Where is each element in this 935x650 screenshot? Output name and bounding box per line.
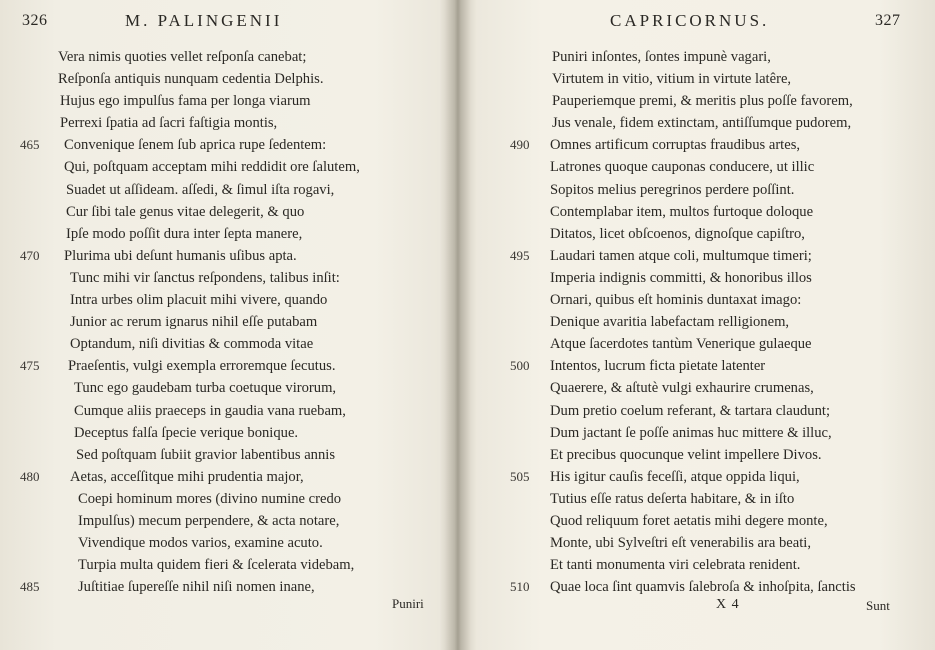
right-page (470, 0, 935, 650)
line-number: 480 (20, 468, 40, 484)
verse-text: Ipſe modo poſſit dura inter ſepta manere, (66, 225, 303, 242)
verse-text: Sed poſtquam ſubiit gravior labentibus annis (76, 446, 336, 463)
verse-text: Impulſus) mecum perpendere, & acta notare, (78, 512, 340, 529)
verse-text: Intentos, lucrum ficta pietate latenter (550, 358, 766, 375)
verse-text: Tunc ego gaudebam turba coetuque virorum, (74, 380, 337, 397)
verse-text: Et tanti monumenta viri celebrata renident. (550, 557, 801, 574)
right-running-head: CAPRICORNUS. (610, 11, 770, 30)
verse-text: Coepi hominum mores (divino numine credo (78, 490, 342, 507)
verse-text: Et precibus quocunque velint impellere Divos. (550, 446, 822, 463)
verse-text: Vera nimis quoties vellet reſponſa canebat; (58, 49, 307, 65)
verse-text: Praeſentis, vulgi exempla erroremque ſecutus. (68, 358, 336, 375)
verse-text: Deceptus falſa ſpecie verique bonique. (74, 424, 299, 441)
verse-text: Ditatos, licet obſcoenos, dignoſque capiſtro, (550, 225, 805, 242)
verse-text: Convenique ſenem ſub aprica rupe ſedentem: (64, 137, 327, 154)
verse-text: Monte, ubi Sylveſtri eſt venerabilis ara beati, (550, 535, 811, 552)
line-number: 495 (510, 247, 530, 263)
verse-text: Quod reliquum foret aetatis mihi degere monte, (550, 512, 828, 529)
left-catchword: Puniri (392, 596, 424, 611)
line-number: 500 (510, 358, 530, 374)
verse-text: Laudari tamen atque coli, multumque timeri; (550, 247, 812, 264)
verse-text: Latrones quoque cauponas conducere, ut illic (550, 159, 815, 176)
verse-text: Plurima ubi deſunt humanis uſibus apta. (64, 247, 297, 264)
right-catchword: Sunt (866, 598, 890, 613)
verse-text: Cur ſibi tale genus vitae delegerit, & quo (66, 203, 305, 220)
verse-text: Atque ſacerdotes tantùm Venerique gulaeque (550, 336, 812, 353)
verse-text: Quae loca ſint quamvis ſalebroſa & inhoſpita, ſanctis (550, 579, 856, 596)
verse-text: Denique avaritia labefactam relligionem, (550, 314, 790, 331)
left-page (0, 0, 455, 650)
verse-text: Dum jactant ſe poſſe animas huc mittere & illuc, (550, 424, 832, 441)
signature-mark: X 4 (716, 597, 740, 612)
line-number: 475 (20, 358, 40, 374)
verse-text: Tunc mihi vir ſanctus reſpondens, talibus inſit: (70, 269, 340, 286)
verse-text: Intra urbes olim placuit mihi vivere, quando (70, 292, 328, 309)
line-number: 465 (20, 137, 40, 153)
verse-text: Suadet ut aſſideam. aſſedi, & ſimul iſta rogavi, (66, 181, 335, 198)
verse-text: Vivendique modos varios, examine acuto. (78, 535, 323, 552)
verse-text: Imperia indignis committi, & honoribus illos (550, 269, 812, 286)
verse-text: Reſponſa antiquis nunquam cedentia Delphis. (58, 71, 324, 88)
verse-text: Qui, poſtquam acceptam mihi reddidit ore ſalutem, (64, 159, 360, 176)
verse-text: Pauperiemque premi, & meritis plus poſſe favorem, (552, 93, 853, 110)
line-number: 470 (20, 247, 40, 263)
verse-text: Hujus ego impulſus fama per longa viarum (60, 93, 311, 110)
verse-text: Omnes artificum corruptas fraudibus artes, (550, 137, 801, 154)
verse-text: Sopitos melius peregrinos perdere poſſint. (550, 181, 795, 198)
verse-text: Turpia multa quidem fieri & ſcelerata videbam, (78, 557, 355, 574)
left-running-head: M. PALINGENII (125, 11, 283, 30)
verse-text: Quaerere, & aſtutè vulgi exhaurire crumenas, (550, 380, 814, 397)
verse-text: Virtutem in vitio, vitium in virtute latêre, (552, 71, 792, 88)
verse-text: Puniri inſontes, ſontes impunè vagari, (552, 49, 771, 65)
line-number: 485 (20, 579, 40, 595)
line-number: 510 (510, 579, 530, 595)
line-number: 505 (510, 468, 530, 484)
left-page-number: 326 (22, 12, 48, 29)
verse-text: Aetas, acceſſitque mihi prudentia major, (70, 468, 304, 485)
verse-text: Tutius eſſe ratus deſerta habitare, & in iſto (550, 490, 795, 507)
line-number: 490 (510, 137, 530, 153)
right-page-number: 327 (875, 12, 901, 29)
verse-text: Jus venale, fidem extinctam, antiſſumque pudorem, (552, 115, 852, 132)
verse-text: His igitur cauſis feceſſi, atque oppida liqui, (550, 468, 800, 485)
verse-text: Optandum, niſi divitias & commoda vitae (70, 336, 314, 353)
verse-text: Cumque aliis praeceps in gaudia vana ruebam, (74, 402, 346, 419)
verse-text: Ornari, quibus eſt hominis duntaxat imago: (550, 292, 802, 309)
verse-text: Juſtitiae ſupereſſe nihil niſi nomen inane, (78, 579, 315, 596)
verse-text: Perrexi ſpatia ad ſacri faſtigia montis, (60, 115, 278, 132)
verse-text: Junior ac rerum ignarus nihil eſſe putabam (70, 314, 318, 331)
verse-text: Contemplabar item, multos furtoque doloque (550, 203, 814, 220)
verse-text: Dum pretio coelum referant, & tartara claudunt; (550, 402, 831, 419)
